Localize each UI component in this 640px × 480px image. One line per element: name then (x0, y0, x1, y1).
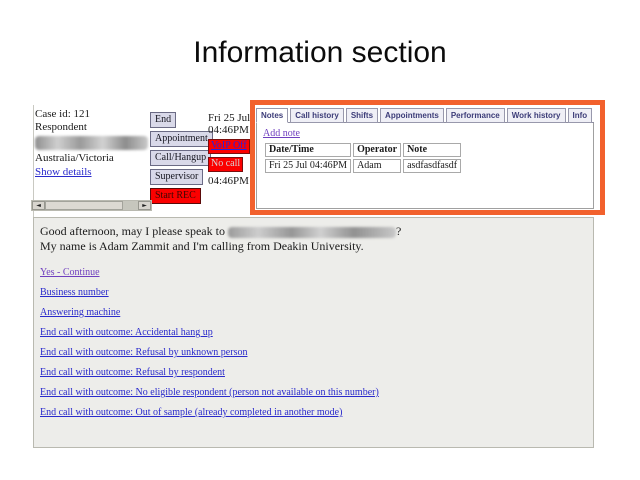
no-call-label: No call (211, 158, 241, 169)
voip-status-badge (208, 139, 250, 154)
start-rec-button[interactable]: Start REC (150, 188, 201, 204)
call-controls (150, 112, 213, 207)
respondent-name-redacted (35, 136, 148, 150)
outcome-refusal-unknown-link[interactable]: End call with outcome: Refusal by unknown person (40, 347, 248, 358)
case-info-panel (35, 108, 160, 179)
scroll-right-icon[interactable]: ► (138, 201, 151, 210)
col-header-operator: Operator (353, 143, 401, 157)
greeting-suffix: ? (395, 224, 402, 238)
no-call-badge (208, 157, 243, 172)
col-header-datetime: Date/Time (265, 143, 351, 157)
outcome-no-eligible-respondent-link[interactable]: End call with outcome: No eligible respondent (person not available on this number) (40, 387, 379, 398)
notes-tab-content (256, 123, 594, 209)
note-operator: Adam (353, 159, 401, 173)
tab-shifts[interactable]: Shifts (346, 108, 378, 123)
tab-strip (256, 107, 594, 123)
yes-continue-link[interactable]: Yes - Continue (40, 267, 100, 278)
outcome-out-of-sample-link[interactable]: End call with outcome: Out of sample (already completed in another mode) (40, 407, 343, 418)
table-row (265, 159, 461, 173)
tab-info[interactable]: Info (568, 108, 593, 123)
status-time: 04:46PM (208, 124, 249, 136)
voip-off-link[interactable]: VoIP Off (211, 140, 247, 151)
add-note-link[interactable]: Add note (263, 128, 300, 139)
show-details-link[interactable]: Show details (35, 166, 92, 178)
greeting-prefix: Good afternoon, may I please speak to (40, 224, 228, 238)
list-item (40, 347, 593, 358)
tab-performance[interactable]: Performance (446, 108, 505, 123)
outcome-accidental-hangup-link[interactable]: End call with outcome: Accidental hang up (40, 327, 213, 338)
respondent-label: Respondent (35, 121, 87, 133)
list-item (40, 327, 593, 338)
information-tabs-panel (256, 107, 594, 209)
scrollbar-thumb[interactable] (45, 201, 123, 210)
col-header-note: Note (403, 143, 461, 157)
list-item (40, 307, 593, 318)
notes-table-header-row (265, 143, 461, 157)
tab-call-history[interactable]: Call history (290, 108, 344, 123)
outcome-refusal-respondent-link[interactable]: End call with outcome: Refusal by respondent (40, 367, 225, 378)
notes-table (263, 141, 463, 175)
app-screenshot (31, 103, 597, 448)
list-item (40, 387, 593, 398)
call-hangup-button[interactable]: Call/Hangup (150, 150, 211, 166)
horizontal-scrollbar[interactable] (31, 200, 152, 211)
respondent-name-redacted-inline (228, 227, 396, 238)
tab-work-history[interactable]: Work history (507, 108, 566, 123)
script-panel (33, 217, 594, 448)
supervisor-button[interactable]: Supervisor (150, 169, 203, 185)
note-datetime: Fri 25 Jul 04:46PM (265, 159, 351, 173)
page-title: Information section (193, 36, 447, 69)
tab-appointments[interactable]: Appointments (380, 108, 444, 123)
tab-notes[interactable]: Notes (256, 108, 288, 123)
note-text: asdfasdfasdf (403, 159, 461, 173)
status-panel (208, 112, 263, 187)
region-label: Australia/Victoria (35, 152, 114, 164)
greeting-line (40, 224, 593, 239)
status-time-2: 04:46PM (208, 175, 249, 187)
answering-machine-link[interactable]: Answering machine (40, 307, 121, 318)
intro-line: My name is Adam Zammit and I'm calling from Deakin University. (40, 239, 364, 253)
business-number-link[interactable]: Business number (40, 287, 109, 298)
list-item (40, 367, 593, 378)
scrollbar-track[interactable] (123, 201, 138, 210)
end-button[interactable]: End (150, 112, 176, 128)
scroll-left-icon[interactable]: ◄ (32, 201, 45, 210)
status-date: Fri 25 Jul (208, 112, 251, 124)
appointment-button[interactable]: Appointment (150, 131, 213, 147)
list-item (40, 407, 593, 418)
list-item (40, 267, 593, 278)
case-id: Case id: 121 (35, 108, 90, 120)
list-item (40, 287, 593, 298)
